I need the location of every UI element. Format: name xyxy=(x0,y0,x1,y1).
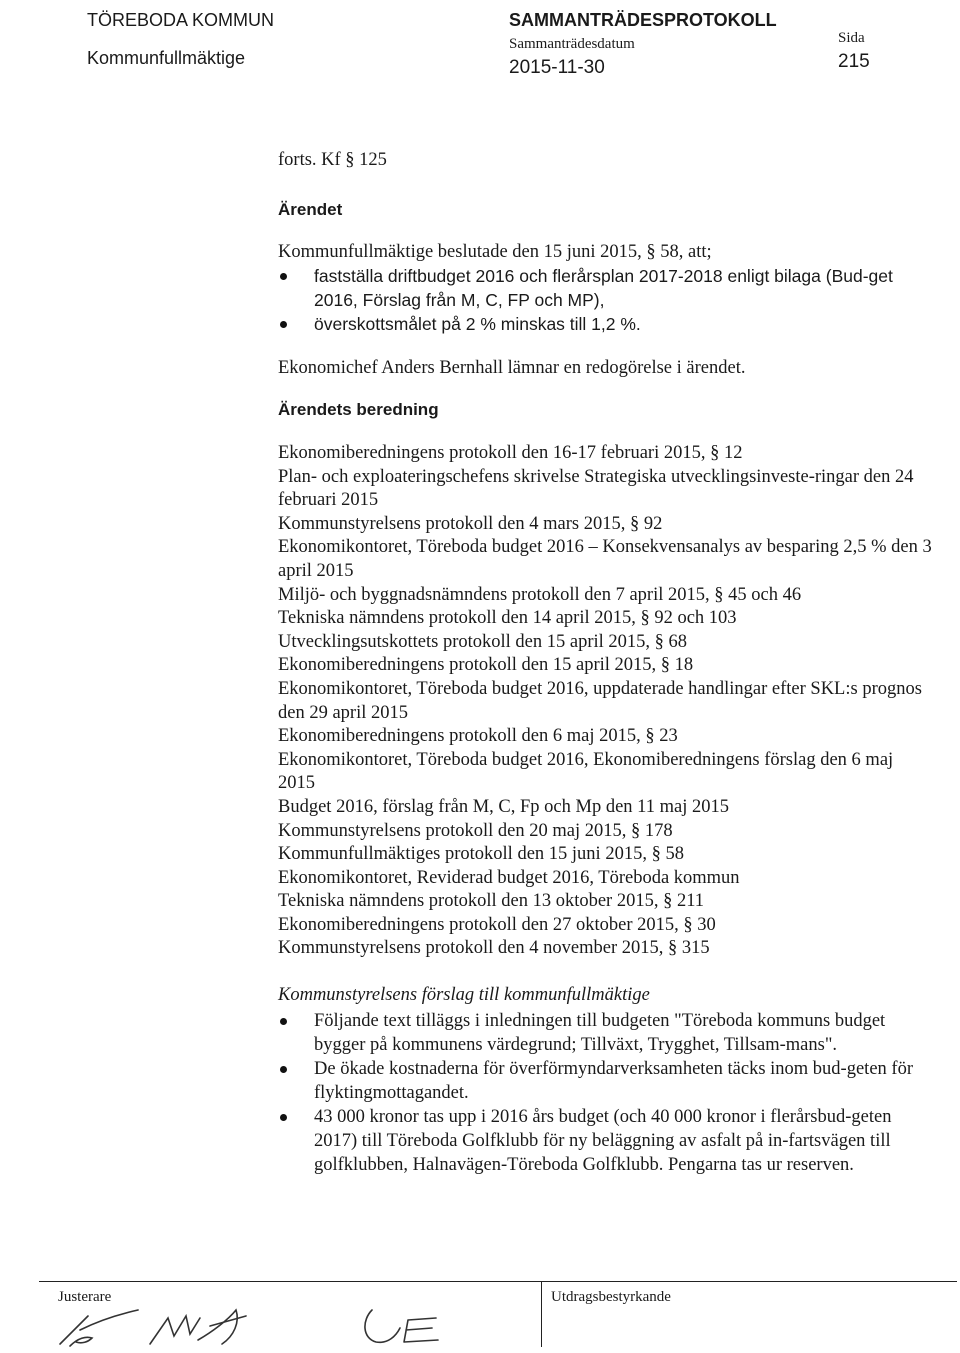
signatures xyxy=(40,1292,480,1352)
bullet-icon xyxy=(280,1114,287,1121)
list-item: Kommunstyrelsens protokoll den 4 november 2015, § 315 xyxy=(278,938,710,959)
list-item: Tekniska nämndens protokoll den 14 april 2015, § 92 och 103 xyxy=(278,608,737,629)
list-item: Budget 2016, förslag från M, C, Fp och Mp den 11 maj 2015 xyxy=(278,796,729,817)
reference-list xyxy=(278,442,933,961)
list-item: Kommunfullmäktiges protokoll den 15 juni 2015, § 58 xyxy=(278,844,684,865)
list-item: Tekniska nämndens protokoll den 13 oktober 2015, § 211 xyxy=(278,891,705,912)
justerare-label: Justerare xyxy=(58,1289,112,1305)
proposal-heading: Kommunstyrelsens förslag till kommunfullmäktige xyxy=(278,985,650,1006)
header-middle xyxy=(509,8,777,80)
list-item: 43 000 kronor tas upp i 2016 års budget (och 40 000 kronor i flerårsbud-geten 2017) till Töreboda Golfklubb för ny beläggning av asfalt på in-fartsvägen till golfklubben, Halnavägen-Töreboda Golfklubb. Pengarna tas ur reserven. xyxy=(278,1105,933,1177)
utdrag-label: Utdragsbestyrkande xyxy=(551,1289,671,1305)
footer-divider xyxy=(39,1281,957,1282)
list-item: Kommunstyrelsens protokoll den 20 maj 2015, § 178 xyxy=(278,820,673,841)
list-item: Följande text tilläggs i inledningen till budgeten "Töreboda kommuns budget bygger på kommunens värdegrund; Tillväxt, Trygghet, Tillsam-mans". xyxy=(278,1009,933,1057)
list-item: De ökade kostnaderna för överförmyndarverksamheten täcks inom bud-geten för flyktingmottagandet. xyxy=(278,1057,933,1105)
date-label: Sammanträdesdatum xyxy=(509,36,635,52)
decision-list xyxy=(278,264,933,336)
beredning-heading: Ärendets beredning xyxy=(278,400,439,419)
bullet-icon xyxy=(280,1066,287,1073)
list-item: Ekonomikontoret, Töreboda budget 2016, uppdaterade handlingar efter SKL:s prognos den 29 april 2015 xyxy=(278,678,922,723)
org-name: TÖREBODA KOMMUN xyxy=(87,10,275,30)
bullet-icon xyxy=(280,273,287,280)
ekonomichef-statement: Ekonomichef Anders Bernhall lämnar en redogörelse i ärendet. xyxy=(278,358,746,378)
list-item: Ekonomikontoret, Reviderad budget 2016, Töreboda kommun xyxy=(278,867,740,888)
list-item: Ekonomiberedningens protokoll den 27 oktober 2015, § 30 xyxy=(278,914,716,935)
body-name: Kommunfullmäktige xyxy=(87,48,246,68)
bullet-icon xyxy=(280,321,287,328)
list-item: fastställa driftbudget 2016 och flerårsplan 2017-2018 enligt bilaga (Bud-get 2016, Förslag från M, C, FP och MP), xyxy=(278,264,933,312)
meeting-date: 2015-11-30 xyxy=(509,57,605,78)
list-item: Ekonomiberedningens protokoll den 15 april 2015, § 18 xyxy=(278,655,694,676)
list-item: Plan- och exploateringschefens skrivelse Strategiska utvecklingsinveste-ringar den 24 februari 2015 xyxy=(278,466,914,511)
doc-type: SAMMANTRÄDESPROTOKOLL xyxy=(509,10,777,30)
arendet-heading: Ärendet xyxy=(278,200,343,219)
list-item: överskottsmålet på 2 % minskas till 1,2 %. xyxy=(278,312,933,336)
page-number: 215 xyxy=(838,51,870,72)
bullet-icon xyxy=(280,1018,287,1025)
protocol-body xyxy=(278,148,933,1177)
page-label: Sida xyxy=(838,30,865,46)
footer-column-divider xyxy=(541,1281,542,1347)
decision-intro: Kommunfullmäktige beslutade den 15 juni 2015, § 58, att; xyxy=(278,242,712,262)
continuation-title: forts. Kf § 125 xyxy=(278,150,387,170)
proposal-list xyxy=(278,1009,933,1177)
list-item: Kommunstyrelsens protokoll den 4 mars 2015, § 92 xyxy=(278,513,663,534)
header-right xyxy=(838,8,870,74)
list-item: Ekonomiberedningens protokoll den 16-17 februari 2015, § 12 xyxy=(278,443,743,463)
header-left xyxy=(87,8,274,70)
list-item: Utvecklingsutskottets protokoll den 15 april 2015, § 68 xyxy=(278,631,688,652)
list-item: Miljö- och byggnadsnämndens protokoll den 7 april 2015, § 45 och 46 xyxy=(278,584,802,605)
list-item: Ekonomikontoret, Töreboda budget 2016, Ekonomiberedningens förslag den 6 maj 2015 xyxy=(278,749,894,794)
list-item: Ekonomikontoret, Töreboda budget 2016 – Konsekvensanalys av besparing 2,5 % den 3 april 2015 xyxy=(278,537,932,581)
list-item: Ekonomiberedningens protokoll den 6 maj 2015, § 23 xyxy=(278,726,678,747)
